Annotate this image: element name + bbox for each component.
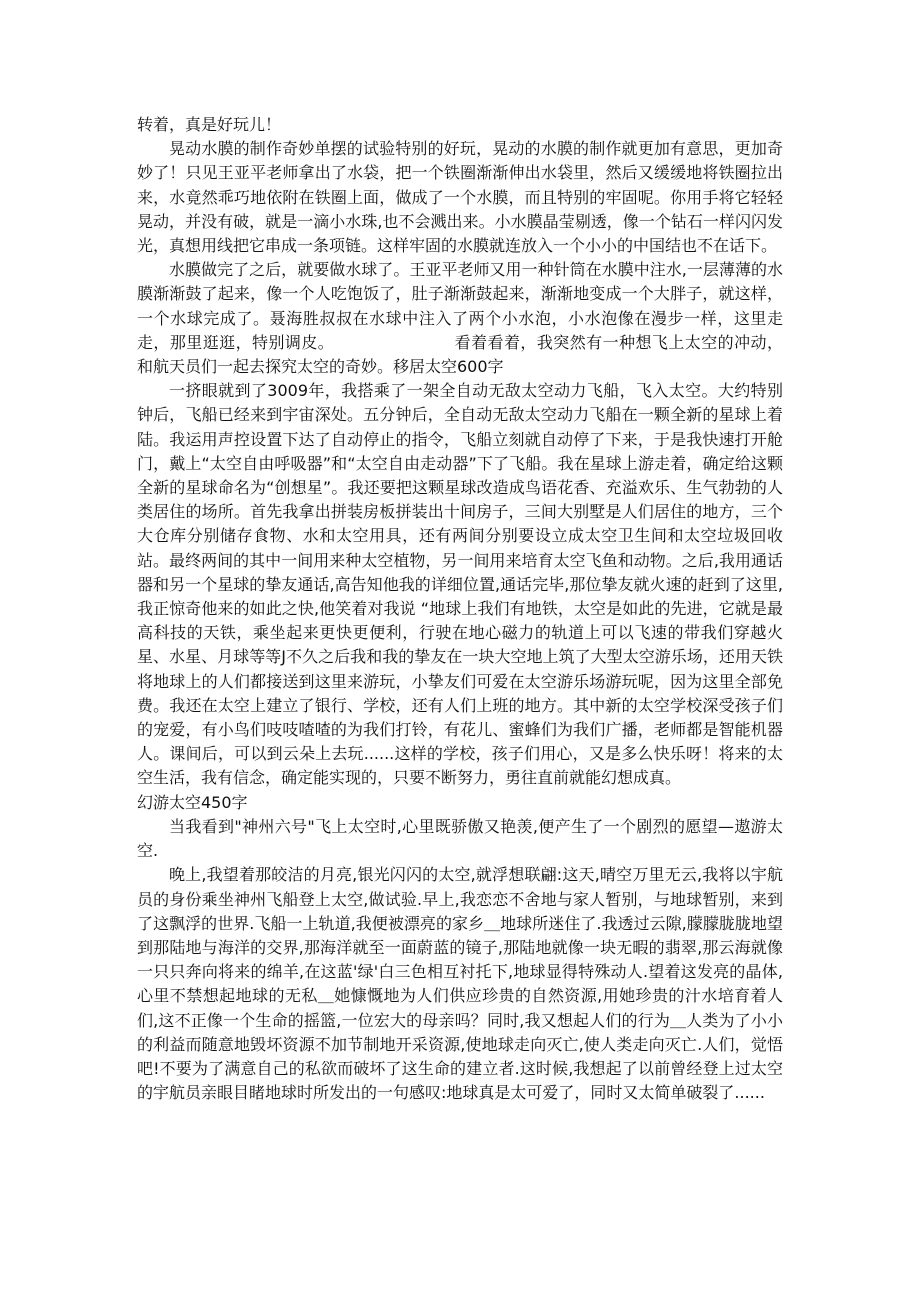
paragraph-water-ball-tail: 看着看着，我突然有一种想飞上太空的冲动，和航天员们一起去探究太空的奇妙。移居太空600字: [137, 332, 783, 377]
paragraph-space-migration: 一挤眼就到了3009年，我搭乘了一架全自动无敌太空动力飞船，飞入太空。大约特别钟后，飞船已经来到宇宙深处。五分钟后，全自动无敌太空动力飞船在一颗全新的星球上着陆。我运用声控设置下达了自动停止的指令，飞船立刻就自动停了下来，于是我快速打开舱门，戴上“太空自由呼吸器”和“太空自由走动器”下了飞船。我在星球上游走着，确定给这颗全新的星球命名为“创想星”。我还要把这颗星球改造成鸟语花香、充溢欢乐、生气勃勃的人类居住的场所。首先我拿出拼装房板拼装出十间房子，三间大别墅是人们居住的地方，三个大仓库分别储存食物、水和太空用具，还有两间分别要设立成太空卫生间和太空垃圾回收站。最终两间的其中一间用来种太空植物，另一间用来培育太空飞鱼和动物。之后,我用通话器和另一个星球的挚友通话,高告知他我的详细位置,通话完毕,那位挚友就火速的赶到了这里,我正惊奇他来的如此之快,他笑着对我说 “地球上我们有地铁，太空是如此的先进，它就是最高科技的天铁，乘坐起来更快更便利，行驶在地心磁力的轨道上可以飞速的带我们穿越火星、水星、月球等等J不久之后我和我的挚友在一块大空地上筑了大型太空游乐场，还用天铁将地球上的人们都接送到这里来游玩，小挚友们可爱在太空游乐场游玩呢，因为这里全部免费。我还在太空上建立了银行、学校，还有人们上班的地方。其中新的太空学校深受孩子们的宠爱，有小鸟们吱吱喳喳的为我们打铃，有花儿、蜜蜂们为我们广播，老师都是智能机器人。课间后，可以到云朵上去玩......这样的学校，孩子们用心，又是多么快乐呀！将来的太空生活，我有信念，确定能实现的，只要不断努力，勇往直前就能幻想成真。: [137, 381, 783, 788]
paragraph-shenzhou: 当我看到"神州六号"飞上太空时,心里既骄傲又艳羡,便产生了一个剧烈的愿望—遨游太空.: [137, 816, 783, 861]
paragraph-water-ball: [137, 258, 783, 379]
document-body: [137, 113, 783, 1105]
paragraph-evening: 晚上,我望着那皎洁的月亮,银光闪闪的太空,就浮想联翩:这天,晴空万里无云,我将以宇航员的身份乘坐神州飞船登上太空,做试验.早上,我恋恋不舍地与家人暂别，与地球暂别，来到了这飘浮的世界.飞船一上轨道,我便被漂亮的家乡＿地球所迷住了.我透过云隙,朦朦胧胧地望到那陆地与海洋的交界,那海洋就至一面蔚蓝的镜子,那陆地就像一块无暇的翡翠,那云海就像一只只奔向将来的绵羊,在这蓝'绿'白三色相互衬托下,地球显得特殊动人.望着这发亮的晶体,心里不禁想起地球的无私＿她慷慨地为人们供应珍贵的自然资源,用她珍贵的汁水培育着人们,这不正像一个生命的摇篮,一位宏大的母亲吗？同时,我又想起人们的行为＿人类为了小小的利益而随意地毁坏资源不加节制地开采资源,使地球走向灭亡,使人类走向灭亡.人们，觉悟吧!不要为了满意自己的私欲而破坏了这生命的建立者.这时候,我想起了以前曾经登上过太空的宇航员亲眼目睹地球时所发出的一句感叹:地球真是太可爱了，同时又太简单破裂了......: [137, 865, 783, 1103]
section-heading-space-tour: 幻游太空450字: [137, 792, 248, 812]
paragraph-continuation: 转着，真是好玩儿！: [137, 115, 282, 134]
paragraph-water-film: 晃动水膜的制作奇妙单摆的试验特别的好玩，晃动的水膜的制作就更加有意思，更加奇妙了！只见王亚平老师拿出了水袋，把一个铁圈渐渐伸出水袋里，然后又缓缓地将铁圈拉出来，水竟然乖巧地依附在铁圈上面，做成了一个水膜，而且特别的牢固呢。你用手将它轻轻晃动，并没有破，就是一滴小水珠,也不会溅出来。小水膜晶莹剔透，像一个钻石一样闪闪发光，真想用线把它串成一条项链。这样牢固的水膜就连放入一个小小的中国结也不在话下。: [137, 139, 783, 256]
paragraph-water-ball-text: 水膜做完了之后，就要做水球了。王亚平老师又用一种针筒在水膜中注水,一层薄薄的水膜渐渐鼓了起来，像一个人吃饱饭了，肚子渐渐鼓起来，渐渐地变成一个大胖子，就这样，一个水球完成了。聂海胜叔叔在水球中注入了两个小水泡，小水泡像在漫步一样，这里走走，那里逛逛，特别调皮。: [137, 260, 783, 352]
